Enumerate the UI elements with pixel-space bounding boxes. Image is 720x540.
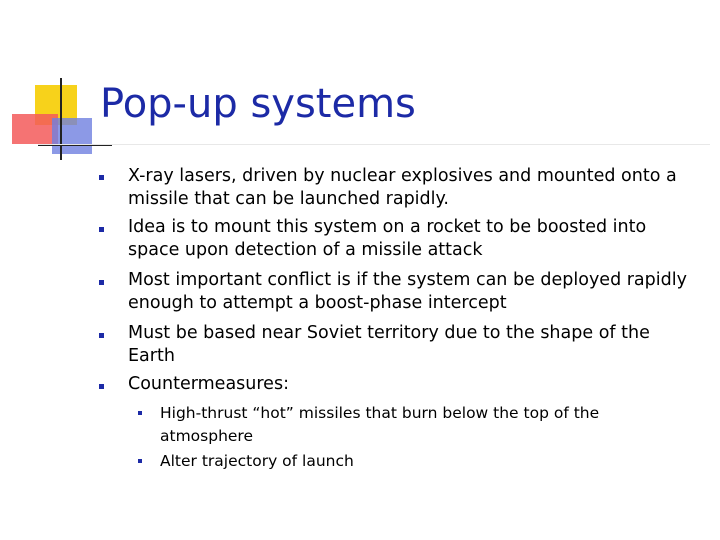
- bullet-2-line-2: space upon detection of a missile attack: [128, 240, 483, 260]
- bullet-marker-icon: [99, 175, 104, 180]
- bullet-3-line-1: Most important conflict is if the system can be deployed rapidly: [128, 270, 687, 290]
- sub-bullet-1-line-1: High-thrust “hot” missiles that burn below the top of the: [160, 404, 600, 422]
- bullet-marker-icon: [99, 280, 104, 285]
- slide-title: Pop-up systems: [100, 81, 416, 127]
- sub-bullet-1-line-2: atmosphere: [160, 427, 253, 445]
- bullet-marker-icon: [99, 227, 104, 232]
- sub-bullet-marker-icon: [138, 411, 142, 415]
- bullet-marker-icon: [99, 384, 104, 389]
- bullet-marker-icon: [99, 333, 104, 338]
- bullet-2-line-1: Idea is to mount this system on a rocket to be boosted into: [128, 217, 647, 237]
- bullet-4-line-1: Must be based near Soviet territory due to the shape of the: [128, 323, 650, 343]
- sub-bullet-2-line-1: Alter trajectory of launch: [160, 452, 354, 470]
- logo-vertical-line: [60, 78, 62, 160]
- sub-bullet-marker-icon: [138, 459, 142, 463]
- logo-blue-square: [52, 118, 92, 154]
- bullet-3-line-2: enough to attempt a boost-phase intercept: [128, 293, 507, 313]
- title-divider: [38, 144, 710, 145]
- bullet-1-line-1: X-ray lasers, driven by nuclear explosives and mounted onto a: [128, 166, 677, 186]
- bullet-5-line-1: Countermeasures:: [128, 374, 289, 394]
- bullet-1-line-2: missile that can be launched rapidly.: [128, 189, 449, 209]
- bullet-4-line-2: Earth: [128, 346, 175, 366]
